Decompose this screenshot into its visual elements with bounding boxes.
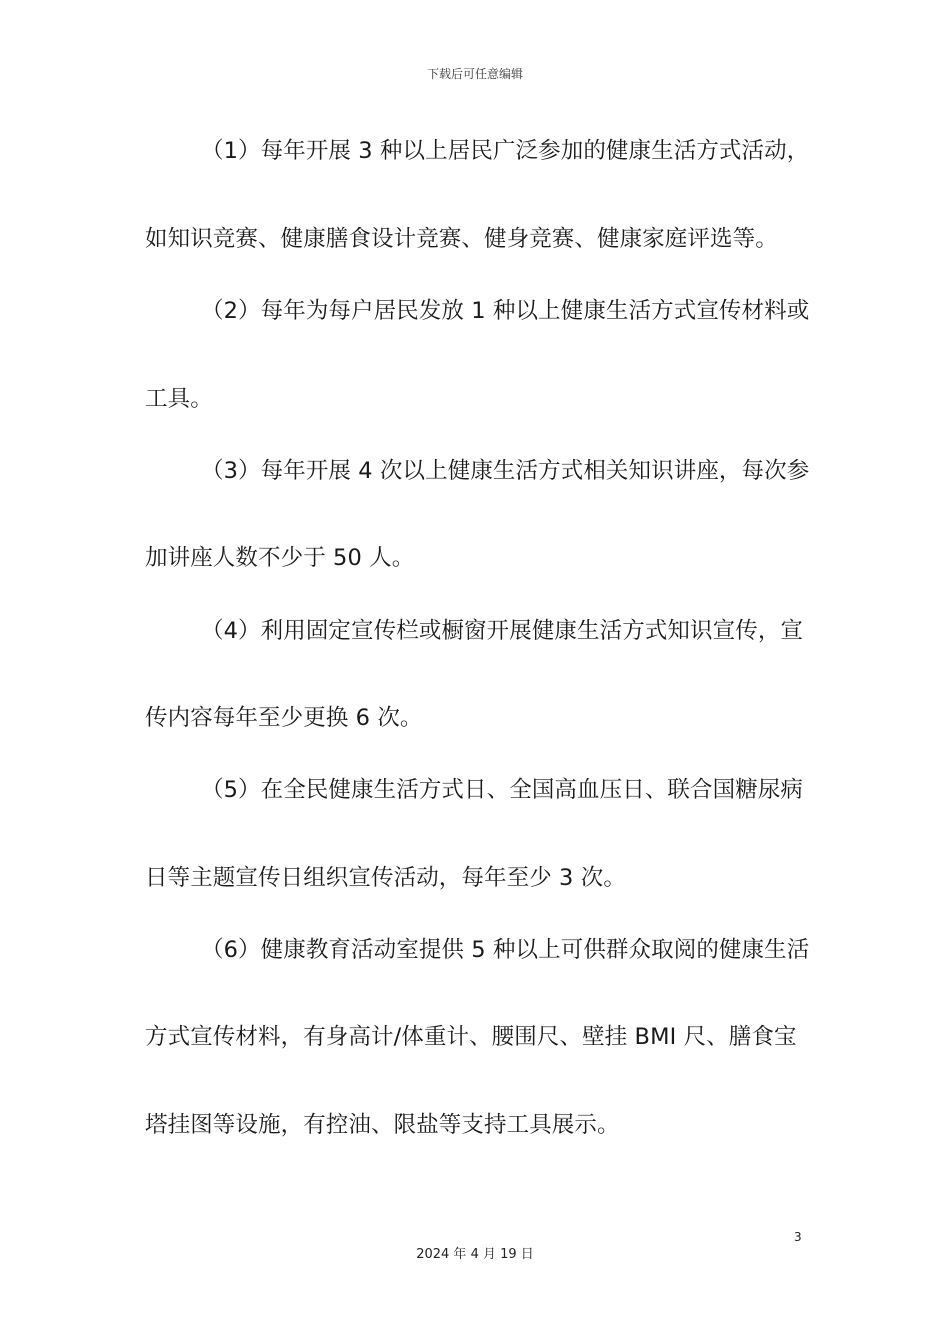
- item-3-line-1: （3）每年开展 4 次以上健康生活方式相关知识讲座，每次参: [201, 458, 810, 484]
- item-6-line-3: 塔挂图等设施，有控油、限盐等支持工具展示。: [145, 1112, 620, 1138]
- item-3-line-2: 加讲座人数不少于 50 人。: [145, 545, 415, 571]
- page-number: 3: [794, 1230, 802, 1244]
- header-note: 下载后可任意编辑: [426, 67, 523, 81]
- item-6-line-2: 方式宣传材料，有身高计/体重计、腰围尺、壁挂 BMI 尺、膳食宝: [145, 1024, 797, 1050]
- item-5-line-2: 日等主题宣传日组织宣传活动，每年至少 3 次。: [145, 865, 626, 891]
- item-1-line-1: （1）每年开展 3 种以上居民广泛参加的健康生活方式活动，: [201, 138, 810, 164]
- item-4-line-2: 传内容每年至少更换 6 次。: [145, 705, 423, 731]
- item-5-line-1: （5）在全民健康生活方式日、全国高血压日、联合国糖尿病: [201, 777, 804, 803]
- item-2-line-2: 工具。: [145, 386, 213, 412]
- footer-date: 2024 年 4 月 19 日: [416, 1247, 534, 1262]
- item-4-line-1: （4）利用固定宣传栏或橱窗开展健康生活方式知识宣传，宣: [201, 618, 804, 644]
- item-1-line-2: 如知识竞赛、健康膳食设计竞赛、健身竞赛、健康家庭评选等。: [145, 226, 778, 252]
- item-2-line-1: （2）每年为每户居民发放 1 种以上健康生活方式宣传材料或: [201, 298, 810, 324]
- item-6-line-1: （6）健康教育活动室提供 5 种以上可供群众取阅的健康生活: [201, 937, 810, 963]
